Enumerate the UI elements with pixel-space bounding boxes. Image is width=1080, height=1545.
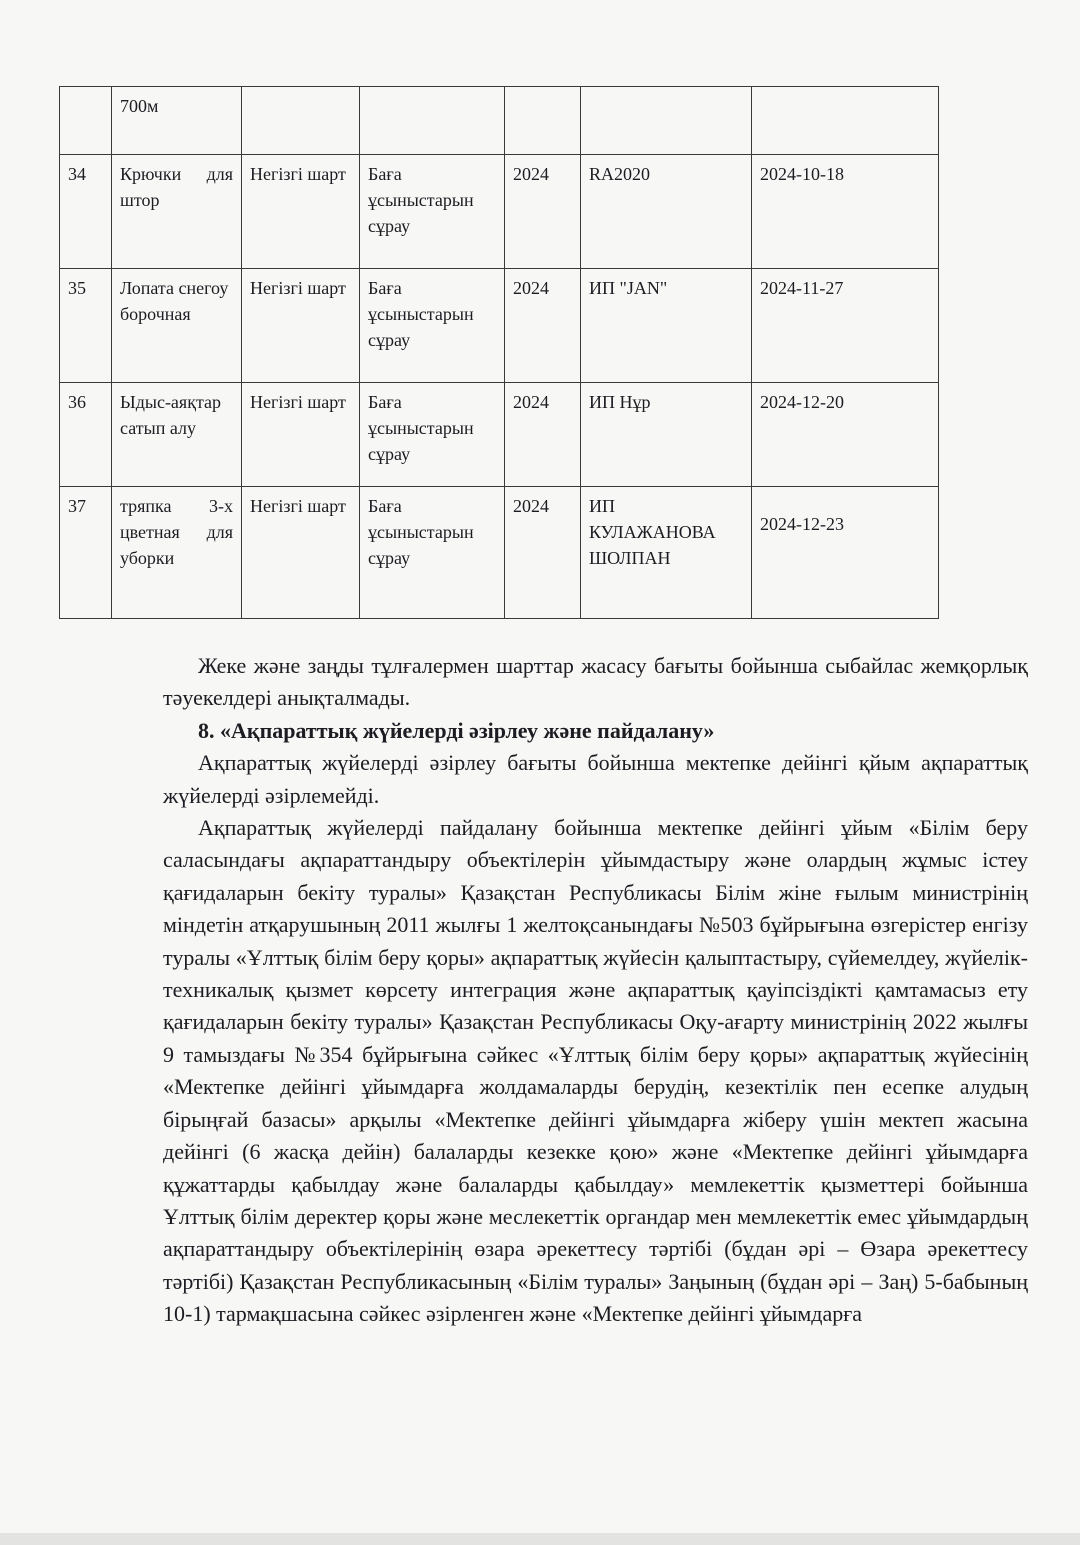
contract-basis: Негізгі шарт <box>242 155 360 269</box>
paragraph-corruption-risk: Жеке және заңды тұлғалермен шарттар жасасу бағыты бойынша сыбайлас жемқорлық тәуекелдері анықталмады. <box>163 653 1028 711</box>
table-row <box>60 487 939 619</box>
supplier: RA2020 <box>581 155 752 269</box>
year <box>505 87 581 155</box>
item-name: Лопата снегоуборочная <box>112 269 242 383</box>
table-row <box>60 383 939 487</box>
paragraph-is-development: Ақпараттық жүйелерді әзірлеу бағыты бойынша мектепке дейінгі қйым ақпараттық жүйелерді әзірлемейді. <box>163 750 1028 808</box>
contract-date: 2024-10-18 <box>752 155 939 269</box>
contract-date: 2024-12-20 <box>752 383 939 487</box>
table-row <box>60 87 939 155</box>
supplier: ИП Нұр <box>581 383 752 487</box>
procurement-method <box>360 87 505 155</box>
year: 2024 <box>505 383 581 487</box>
supplier <box>581 87 752 155</box>
procurement-method: Баға ұсыныстарын сұрау <box>360 155 505 269</box>
supplier: ИП "JAN" <box>581 269 752 383</box>
paragraph-is-usage: Ақпараттық жүйелерді пайдалану бойынша мектепке дейінгі ұйым «Білім беру саласындағы ақпараттандыру объектілерін ұйымдастыру және олардың жұмыс істеу қағидаларын бекіту туралы» Қазақстан Республикасы Білім жіне ғылым министрінің міндетін атқарушының 2011 жылғы 1 желтоқсанындағы №503 бұйрығына өзгерістер енгізу туралы «Ұлттық білім беру қоры» ақпараттық жүйесін қалыптастыру, сүйемелдеу, жүйелік-техникалық қызмет көрсету интеграция және ақпараттық қауіпсіздікті қамтамасыз ету қағидаларын бекіту туралы» Қазақстан Республикасы Оқу-ағарту министрінің 2022 жылғы 9 тамыздағы №354 бұйрығына сәйкес «Ұлттық білім беру қоры» ақпараттық жүйесінің «Мектепке дейінгі ұйымдарға жолдамаларды берудің, кезектілік пен есепке алудың бірыңғай базасы» арқылы «Мектепке дейінгі ұйымдарға жіберу үшін мектеп жасына дейінгі (6 жасқа дейін) балаларды кезекке қою» және «Мектепке дейінгі ұйымдарға құжаттарды қабылдау және балаларды қабылдау» мемлекеттік қызметтері бойынша Ұлттық білім деректер қоры және меслекеттік органдар мен мемлекеттік емес ұйымдардың ақпараттандыру объектілерінің өзара әрекеттесу тәртібі (бұдан әрі – Өзара әрекеттесу тәртібі) Қазақстан Республикасының «Білім туралы» Заңының (бұдан әрі – Заң) 5-бабының 10-1) тармақшасына сәйкес әзірленген және «Мектепке дейінгі ұйымдарға <box>163 815 1028 1327</box>
item-name: тряпка 3-х цветная для уборки <box>112 487 242 619</box>
table-row <box>60 155 939 269</box>
row-number: 37 <box>60 487 112 619</box>
procurement-method: Баға ұсыныстарын сұрау <box>360 269 505 383</box>
contract-date: 2024-12-23 <box>752 487 939 619</box>
row-number: 35 <box>60 269 112 383</box>
contract-date: 2024-11-27 <box>752 269 939 383</box>
table-row <box>60 269 939 383</box>
procurement-method: Баға ұсыныстарын сұрау <box>360 487 505 619</box>
year: 2024 <box>505 155 581 269</box>
item-name: Ыдыс-аяқтар сатып алу <box>112 383 242 487</box>
row-number: 36 <box>60 383 112 487</box>
item-name: Крючки для штор <box>112 155 242 269</box>
procurement-method: Баға ұсыныстарын сұрау <box>360 383 505 487</box>
section-heading: 8. «Ақпараттық жүйелерді әзірлеу және пайдалану» <box>198 717 715 743</box>
contract-basis: Негізгі шарт <box>242 269 360 383</box>
item-name: 700м <box>112 87 242 155</box>
supplier: ИП КУЛАЖАНОВА ШОЛПАН <box>581 487 752 619</box>
contract-basis: Негізгі шарт <box>242 487 360 619</box>
year: 2024 <box>505 487 581 619</box>
procurement-table <box>59 86 939 619</box>
contract-basis: Негізгі шарт <box>242 383 360 487</box>
year: 2024 <box>505 269 581 383</box>
scan-bottom-edge <box>0 1533 1080 1545</box>
contract-date <box>752 87 939 155</box>
body-text <box>163 650 1028 1331</box>
row-number <box>60 87 112 155</box>
contract-basis <box>242 87 360 155</box>
row-number: 34 <box>60 155 112 269</box>
